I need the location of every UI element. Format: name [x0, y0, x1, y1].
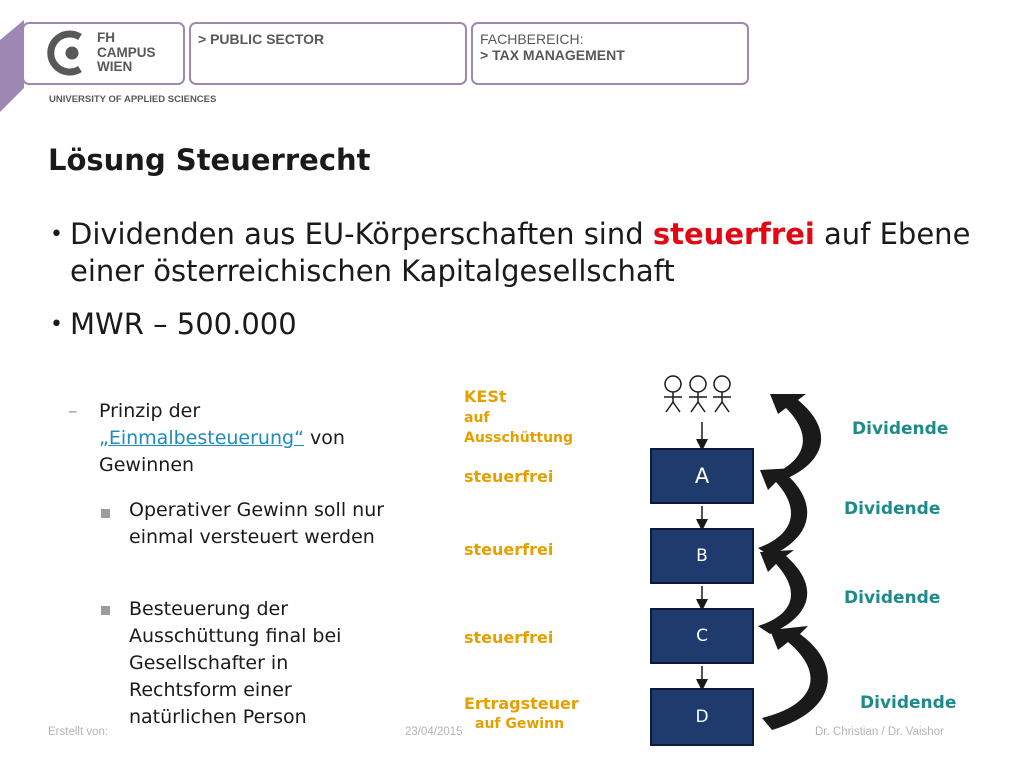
square-bullet-1	[101, 509, 110, 518]
bullet-dot-1: •	[50, 222, 63, 247]
dividende-label-2: Dividende	[844, 499, 941, 519]
fachbereich-label: FACHBEREICH:	[480, 31, 584, 47]
footer-presenter: Dr. Christian / Dr. Vaishor	[815, 726, 944, 738]
bullet-1-text	[70, 216, 980, 290]
kest-label: KESt	[464, 387, 507, 406]
public-sector-label: > PUBLIC SECTOR	[198, 31, 325, 47]
steuerfrei-label-c: steuerfrei	[464, 628, 554, 647]
entity-box-a[interactable]	[650, 448, 754, 504]
bullet-1-steuerfrei: steuerfrei	[652, 217, 815, 251]
bullet-1-post: auf Ebene einer österreichischen Kapitalgesellschaft	[70, 217, 971, 288]
footer-author: Erstellt von:	[48, 726, 109, 738]
page-title: Lösung Steuerrecht	[48, 143, 371, 177]
einmalbesteuerung-link[interactable]: „Einmalbesteuerung“	[99, 427, 304, 449]
sub-dash: –	[68, 400, 78, 422]
sub-line-1: Prinzip der	[99, 400, 201, 422]
entity-label-c: C	[696, 626, 708, 646]
tax-management-label: > TAX MANAGEMENT	[480, 47, 625, 63]
dividend-arrow-b	[758, 468, 807, 556]
sub-item-2: Besteuerung der Ausschüttung final bei Gesellschafter in Rechtsform einer natürlichen Person	[129, 598, 342, 728]
logo-line-campus: CAMPUS	[97, 44, 156, 60]
dividend-arrow-c	[758, 550, 807, 634]
sub-line-3: Gewinnen	[99, 454, 195, 476]
logo-line-fh: FH	[97, 30, 115, 45]
logo-text	[97, 31, 156, 75]
dividende-label-3: Dividende	[844, 588, 941, 608]
footer-date: 23/04/2015	[405, 726, 463, 738]
entity-box-c[interactable]	[650, 608, 754, 664]
square-bullet-2	[101, 606, 110, 615]
ertragsteuer-label: Ertragsteuer	[464, 694, 579, 713]
entity-box-d[interactable]	[650, 688, 754, 746]
bullet-dot-2: •	[50, 312, 63, 337]
university-label: UNIVERSITY OF APPLIED SCIENCES	[49, 94, 217, 105]
entity-label-b: B	[696, 546, 708, 566]
ausschuettung-label: Ausschüttung	[464, 430, 574, 446]
bullet-1-pre: Dividenden aus EU-Körperschaften sind	[70, 217, 653, 251]
fh-campus-logo-icon	[46, 30, 90, 76]
entity-label-a: A	[694, 464, 710, 488]
dividende-label-1: Dividende	[852, 419, 949, 439]
entity-label-d: D	[695, 707, 709, 727]
auf-gewinn-label: auf Gewinn	[475, 716, 565, 732]
header-accent-shape	[0, 0, 24, 112]
sub-item-1: Operativer Gewinn soll nur einmal versteuert werden	[129, 499, 385, 548]
dividende-label-4: Dividende	[860, 693, 957, 713]
auf-label: auf	[464, 410, 490, 426]
logo-line-wien: WIEN	[97, 59, 133, 74]
steuerfrei-label-a: steuerfrei	[464, 467, 554, 486]
entity-box-b[interactable]	[650, 528, 754, 584]
sub-von: von	[303, 427, 345, 449]
steuerfrei-label-b: steuerfrei	[464, 540, 554, 559]
dividend-arrow-a	[770, 394, 821, 478]
dividend-arrows	[758, 394, 828, 730]
sub-bullet-text	[99, 398, 399, 479]
dividend-arrow-d	[762, 626, 828, 730]
shareholders-icon	[664, 376, 731, 412]
bullet-2-text: MWR – 500.000	[70, 307, 297, 341]
sub-line-2	[99, 425, 399, 452]
